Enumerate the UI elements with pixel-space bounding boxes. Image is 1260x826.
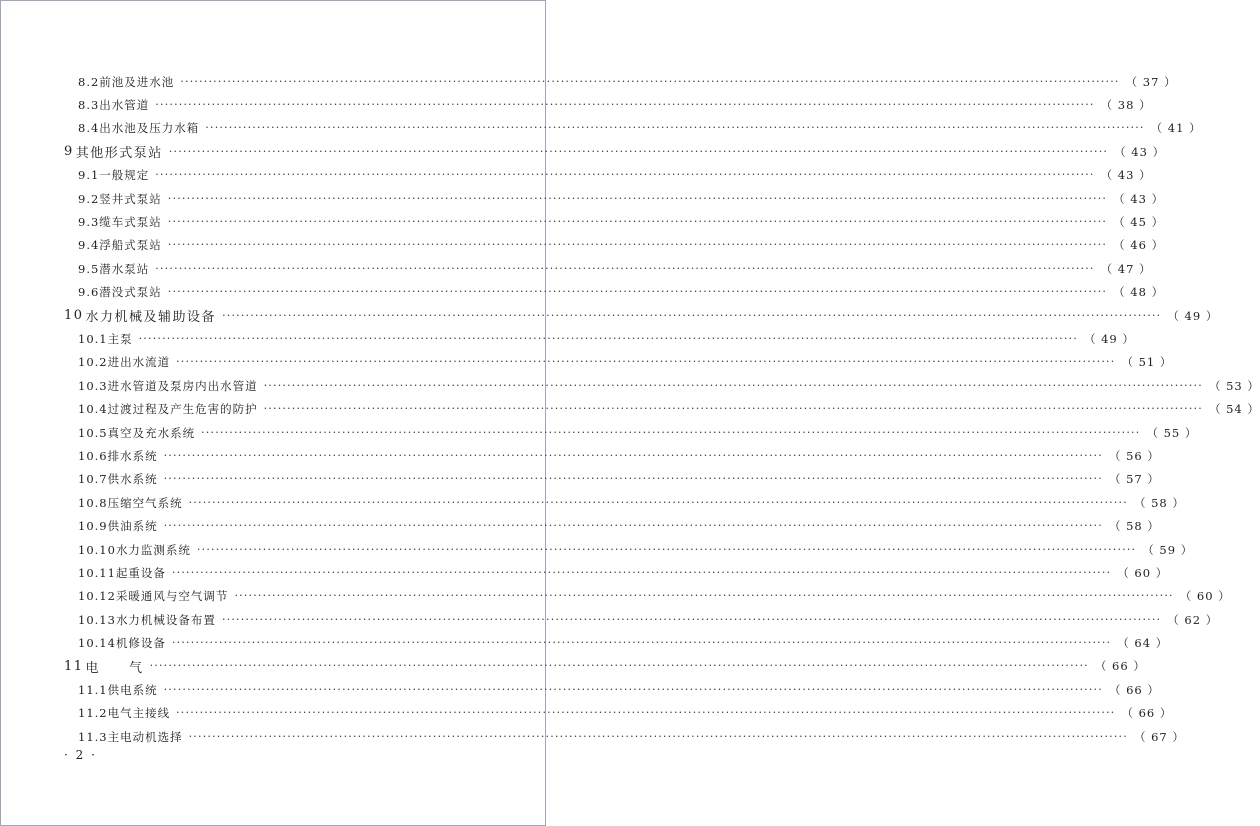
toc-entry-title: 起重设备 [115,565,166,580]
toc-entry-title: 缆车式泵站 [99,215,162,230]
toc-leader-dots: ········································································································································································································ [138,331,1078,345]
toc-entry-number: 11.2 [78,706,108,721]
toc-entry-page: （ 58 ） [1108,519,1160,534]
toc-entry-page: （ 58 ） [1133,495,1185,510]
toc-entry-title: 竖井式泵站 [99,191,162,206]
toc-entry-page: （ 43 ） [1114,144,1166,159]
toc-section-entry[interactable] [0,538,1194,561]
toc-entry-page: （ 56 ） [1108,448,1160,463]
toc-chapter-entry[interactable] [0,140,1166,163]
toc-entry-title: 供电系统 [107,682,158,697]
toc-entry-title: 潜水泵站 [99,261,150,276]
toc-leader-dots: ········································································································································································································ [188,729,1128,743]
toc-leader-dots: ········································································································································································································ [167,215,1108,229]
toc-entry-number: 9.1 [78,168,100,183]
toc-leader-dots: ········································································································································································································ [167,191,1108,205]
toc-entry-title: 进出水流道 [107,355,171,370]
toc-entry-number: 9.4 [78,238,100,253]
toc-entry-number: 10.10 [78,542,116,557]
toc-section-entry[interactable] [0,210,1165,233]
toc-entry-page: （ 43 ） [1100,168,1152,183]
toc-section-entry[interactable] [0,164,1152,187]
toc-entry-number: 10.11 [78,565,116,580]
toc-section-entry[interactable] [0,234,1165,257]
toc-leader-dots: ········································································································································································································ [222,308,1162,322]
toc-leader-dots: ········································································································································································································ [155,261,1095,275]
toc-entry-page: （ 43 ） [1113,191,1165,206]
toc-entry-page: （ 49 ） [1167,308,1219,323]
toc-section-entry[interactable] [0,725,1185,748]
toc-entry-page: （ 37 ） [1125,74,1177,89]
toc-entry-number: 9.3 [78,215,100,230]
toc-entry-number: 11.1 [78,682,108,697]
toc-entry-page: （ 49 ） [1083,331,1135,346]
toc-entry-title: 主电动机选择 [107,729,183,744]
toc-entry-title: 真空及充水系统 [107,425,196,440]
toc-entry-title: 水力机械及辅助设备 [85,310,217,326]
toc-entry-title: 机修设备 [115,636,166,651]
page-number: · 2 · [64,748,97,762]
toc-leader-dots: ········································································································································································································ [171,636,1112,650]
toc-section-entry[interactable] [0,468,1160,491]
toc-entry-page: （ 47 ） [1100,261,1152,276]
toc-section-entry[interactable] [0,678,1160,701]
toc-entry-number: 10 [64,308,84,324]
toc-leader-dots: ········································································································································································································ [188,495,1128,509]
toc-section-entry[interactable] [0,608,1219,631]
toc-entry-number: 11.3 [78,729,108,744]
toc-entry-number: 11 [64,658,84,674]
toc-entry-title: 过渡过程及产生危害的防护 [107,402,258,417]
toc-leader-dots: ········································································································································································································ [149,659,1089,673]
toc-leader-dots: ········································································································································································································ [155,168,1095,182]
toc-leader-dots: ········································································································································································································ [167,285,1108,299]
toc-section-entry[interactable] [0,70,1177,93]
toc-entry-number: 10.3 [78,378,108,393]
toc-entry-title: 水力机械设备布置 [115,612,216,627]
toc-leader-dots: ········································································································································································································ [196,542,1137,556]
toc-leader-dots: ········································································································································································································ [168,144,1109,158]
toc-entry-number: 10.1 [78,331,108,346]
toc-leader-dots: ········································································································································································································ [180,74,1120,88]
toc-leader-dots: ········································································································································································································ [234,589,1174,603]
toc-entry-page: （ 59 ） [1142,542,1194,557]
toc-leader-dots: ········································································································································································································ [263,378,1203,392]
toc-leader-dots: ········································································································································································································ [171,565,1112,579]
toc-section-entry[interactable] [0,397,1260,420]
toc-entry-title: 前池及进水池 [99,74,175,89]
toc-entry-page: （ 38 ） [1100,98,1152,113]
toc-entry-number: 10.14 [78,636,116,651]
toc-entry-page: （ 46 ） [1113,238,1165,253]
toc-entry-number: 10.13 [78,612,116,627]
toc-section-entry[interactable] [0,327,1135,350]
toc-leader-dots: ········································································································································································································ [205,121,1145,135]
toc-entry-number: 8.3 [78,98,100,113]
toc-leader-dots: ········································································································································································································ [163,448,1103,462]
toc-chapter-entry[interactable] [0,655,1146,678]
toc-entry-title: 压缩空气系统 [107,495,183,510]
toc-leader-dots: ········································································································································································································ [167,238,1108,252]
toc-leader-dots: ········································································································································································································ [263,402,1203,416]
toc-entry-page: （ 57 ） [1108,472,1160,487]
toc-entry-title: 供水系统 [107,472,158,487]
toc-section-entry[interactable] [0,631,1169,654]
toc-section-entry[interactable] [0,514,1160,537]
toc-entry-number: 9 [64,144,74,160]
toc-section-entry[interactable] [0,374,1260,397]
toc-entry-number: 10.7 [78,472,108,487]
toc-leader-dots: ········································································································································································································ [176,355,1116,369]
toc-entry-number: 10.5 [78,425,108,440]
toc-entry-page: （ 53 ） [1208,378,1260,393]
toc-chapter-entry[interactable] [0,304,1219,327]
toc-leader-dots: ········································································································································································································ [163,519,1103,533]
toc-entry-title: 进水管道及泵房内出水管道 [107,378,258,393]
table-of-contents [0,70,1260,748]
toc-entry-page: （ 41 ） [1150,121,1202,136]
toc-entry-page: （ 66 ） [1121,706,1173,721]
toc-leader-dots: ········································································································································································································ [155,98,1095,112]
toc-entry-title: 其他形式泵站 [75,146,163,162]
toc-entry-title: 出水管道 [99,98,150,113]
toc-entry-title: 浮船式泵站 [99,238,162,253]
toc-leader-dots: ········································································································································································································ [163,682,1103,696]
toc-section-entry[interactable] [0,281,1165,304]
toc-entry-number: 9.6 [78,285,100,300]
toc-entry-page: （ 67 ） [1133,729,1185,744]
toc-section-entry[interactable] [0,257,1152,280]
toc-entry-page: （ 60 ） [1117,565,1169,580]
toc-entry-title: 一般规定 [99,168,150,183]
toc-entry-page: （ 60 ） [1179,589,1231,604]
toc-entry-page: （ 54 ） [1208,402,1260,417]
toc-section-entry[interactable] [0,351,1173,374]
toc-leader-dots: ········································································································································································································ [221,612,1162,626]
toc-entry-title: 出水池及压力水箱 [99,121,200,136]
toc-entry-number: 10.12 [78,589,116,604]
toc-entry-page: （ 48 ） [1113,285,1165,300]
toc-entry-title: 水力监测系统 [115,542,191,557]
toc-entry-title: 主泵 [107,331,133,346]
toc-entry-number: 8.4 [78,121,100,136]
toc-section-entry[interactable] [0,585,1231,608]
toc-entry-title: 供油系统 [107,519,158,534]
toc-entry-page: （ 64 ） [1117,636,1169,651]
toc-entry-page: （ 66 ） [1094,659,1146,674]
toc-leader-dots: ········································································································································································································ [201,425,1141,439]
toc-section-entry[interactable] [0,117,1202,140]
toc-entry-number: 10.2 [78,355,108,370]
toc-entry-title: 潜没式泵站 [99,285,162,300]
toc-section-entry[interactable] [0,444,1160,467]
toc-entry-number: 8.2 [78,74,100,89]
toc-section-entry[interactable] [0,702,1173,725]
toc-entry-page: （ 66 ） [1108,682,1160,697]
toc-section-entry[interactable] [0,187,1165,210]
toc-section-entry[interactable] [0,491,1185,514]
toc-entry-number: 10.9 [78,519,108,534]
toc-entry-title: 电 气 [85,660,144,676]
toc-entry-title: 排水系统 [107,448,158,463]
toc-entry-number: 10.8 [78,495,108,510]
toc-entry-number: 10.4 [78,402,108,417]
toc-entry-number: 10.6 [78,448,108,463]
toc-entry-title: 电气主接线 [107,706,171,721]
toc-entry-page: （ 51 ） [1121,355,1173,370]
toc-leader-dots: ········································································································································································································ [176,706,1116,720]
toc-entry-page: （ 62 ） [1167,612,1219,627]
toc-entry-page: （ 45 ） [1113,215,1165,230]
toc-leader-dots: ········································································································································································································ [163,472,1103,486]
toc-section-entry[interactable] [0,421,1198,444]
toc-section-entry[interactable] [0,561,1169,584]
toc-entry-page: （ 55 ） [1146,425,1198,440]
toc-entry-title: 采暖通风与空气调节 [115,589,229,604]
toc-entry-number: 9.2 [78,191,100,206]
toc-entry-number: 9.5 [78,261,100,276]
toc-section-entry[interactable] [0,93,1152,116]
